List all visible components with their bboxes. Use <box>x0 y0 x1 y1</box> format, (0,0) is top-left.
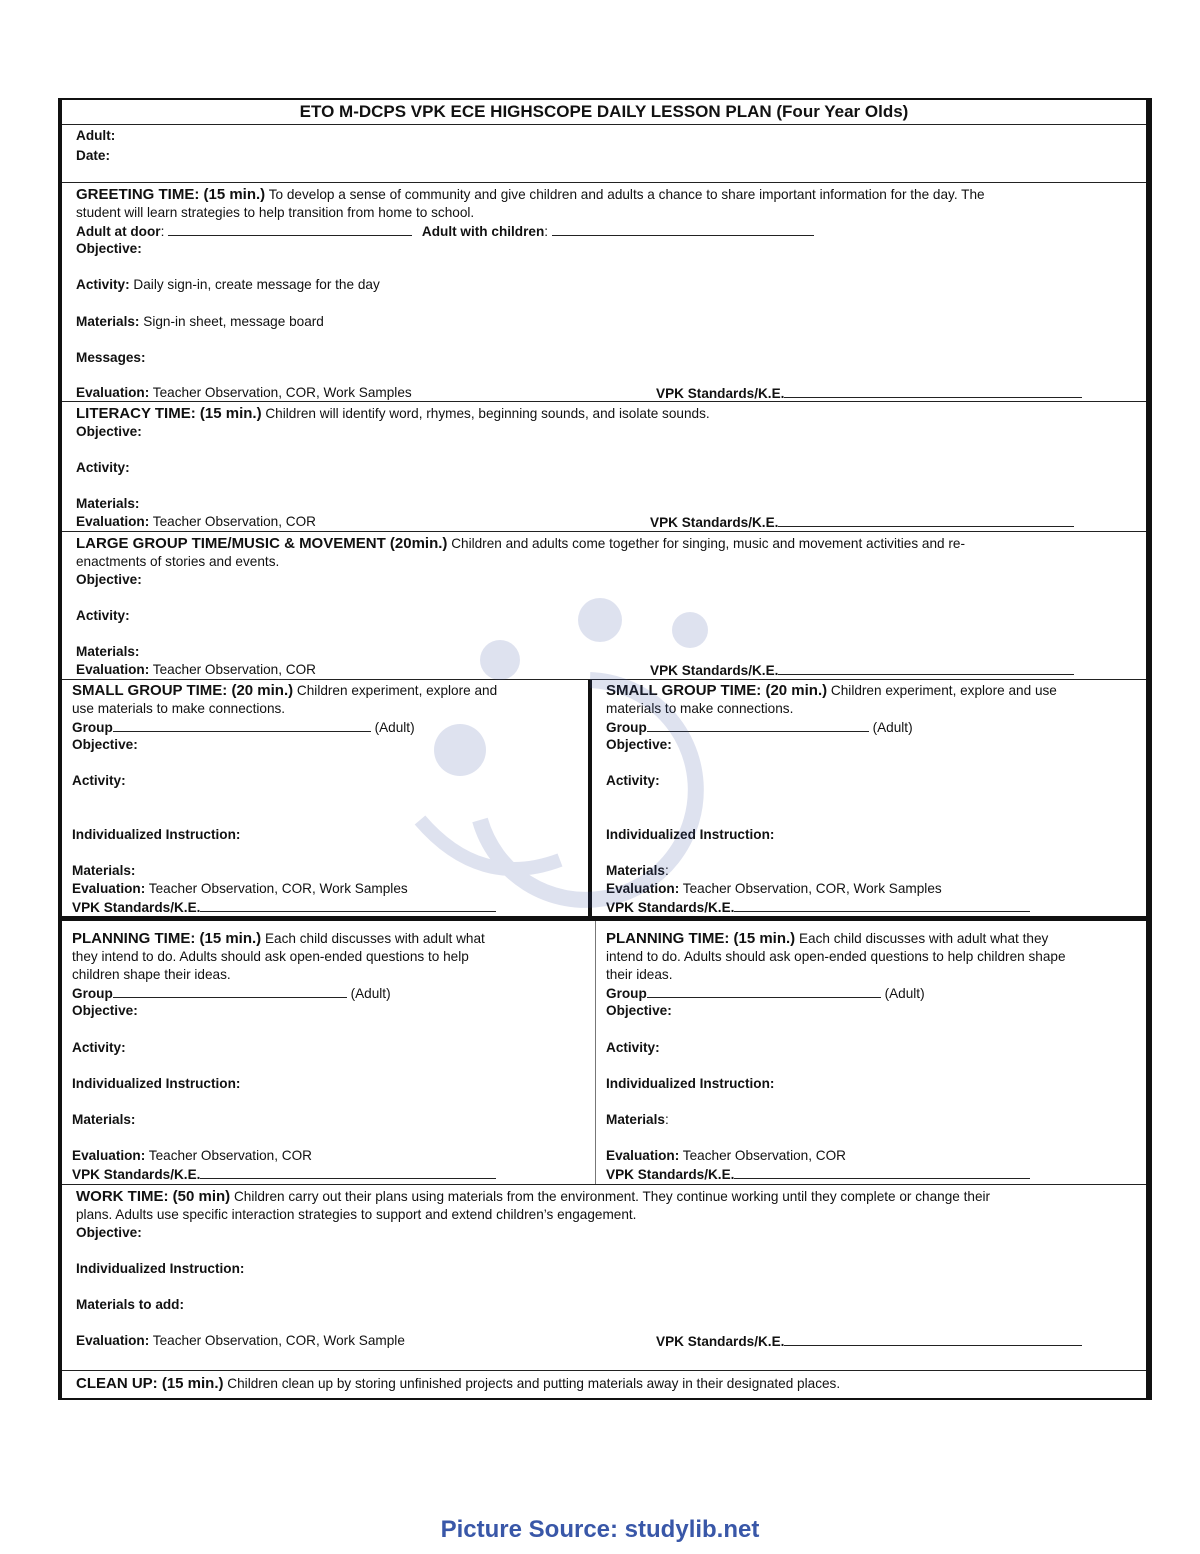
small-group-desc: Children experiment, explore and <box>296 683 498 698</box>
planning-desc: Each child discusses with adult what <box>264 931 485 946</box>
clean-up-section <box>62 1370 1146 1398</box>
work-time-evaluation-label: Evaluation: <box>76 1333 150 1348</box>
literacy-heading: LITERACY TIME: (15 min.) <box>76 405 262 422</box>
literacy-objective: Objective: <box>76 424 142 439</box>
small-group-heading: SMALL GROUP TIME: (20 min.) <box>72 682 294 699</box>
date-label: Date: <box>76 148 110 163</box>
small-group-adult-label-2: (Adult) <box>872 720 913 735</box>
planning-desc-cont-r2: intend to do. Adults should ask open-ended questions to help children shape <box>606 949 1066 964</box>
greeting-messages: Messages: <box>76 350 146 365</box>
work-time-vpk-label: VPK Standards/K.E. <box>656 1334 785 1349</box>
greeting-activity-label: Activity: <box>76 277 130 292</box>
work-time-section <box>62 1184 1146 1370</box>
clean-up-heading: CLEAN UP: (15 min.) <box>76 1375 224 1392</box>
header-section <box>62 125 1146 182</box>
small-group-individualized-2: Individualized Instruction: <box>606 827 775 842</box>
planning-desc-cont-r3: their ideas. <box>606 967 673 982</box>
small-group-activity-2: Activity: <box>606 773 660 788</box>
planning-objective: Objective: <box>72 1003 138 1018</box>
planning-materials-2: Materials <box>606 1112 665 1127</box>
work-time-evaluation-value: Teacher Observation, COR, Work Sample <box>152 1333 405 1348</box>
planning-individualized-2: Individualized Instruction: <box>606 1076 775 1091</box>
small-group-materials: Materials: <box>72 863 136 878</box>
work-time-desc: Children carry out their plans using materials from the environment. They continue working until they complete or change their <box>233 1189 991 1204</box>
greeting-section: GREETING TIME: (15 min.) To develop a sense of community and give children and adults a chance to share important information for the day. The student will learn strategies to help transition from home to school. Adult at door: Adult with children: Objective: Activity: Daily sign-in, create message for the day Materials: Sign-in sheet, message board Messages: Evaluation: Teacher Observation, COR, Work Samples VPK Standards/K.E. <box>62 182 1146 401</box>
planning-heading: PLANNING TIME: (15 min.) <box>72 930 262 947</box>
small-group-vpk-label: VPK Standards/K.E. <box>72 900 201 915</box>
large-group-desc: Children and adults come together for singing, music and movement activities and re- <box>451 536 966 551</box>
literacy-desc: Children will identify word, rhymes, beginning sounds, and isolate sounds. <box>265 406 710 421</box>
planning-activity-2: Activity: <box>606 1040 660 1055</box>
small-group-individualized: Individualized Instruction: <box>72 827 241 842</box>
planning-section <box>62 916 1146 1184</box>
greeting-objective: Objective: <box>76 241 142 256</box>
literacy-vpk-label: VPK Standards/K.E. <box>650 515 779 530</box>
small-group-evaluation-value-2: Teacher Observation, COR, Work Samples <box>682 881 942 896</box>
planning-desc-cont: they intend to do. Adults should ask open-ended questions to help <box>72 949 469 964</box>
large-group-evaluation-label: Evaluation: <box>76 662 150 677</box>
greeting-evaluation-label: Evaluation: <box>76 385 150 400</box>
planning-evaluation-value-2: Teacher Observation, COR <box>682 1148 846 1163</box>
small-group-evaluation-value: Teacher Observation, COR, Work Samples <box>148 881 408 896</box>
greeting-vpk-field[interactable] <box>784 385 1082 398</box>
adult-at-door-label: Adult at door <box>76 224 161 239</box>
planning-evaluation-label: Evaluation: <box>72 1148 146 1163</box>
form-title: ETO M-DCPS VPK ECE HIGHSCOPE DAILY LESSON PLAN (Four Year Olds) <box>62 100 1146 125</box>
large-group-desc-cont: enactments of stories and events. <box>76 554 280 569</box>
planning-activity: Activity: <box>72 1040 126 1055</box>
large-group-vpk-field[interactable] <box>778 662 1074 675</box>
small-group-vpk-field[interactable] <box>200 899 496 912</box>
planning-evaluation-value: Teacher Observation, COR <box>148 1148 312 1163</box>
planning-vpk-label: VPK Standards/K.E. <box>72 1167 201 1182</box>
greeting-evaluation-value: Teacher Observation, COR, Work Samples <box>152 385 412 400</box>
small-group-group-label: Group <box>72 720 113 735</box>
planning-vpk-field-2[interactable] <box>734 1166 1030 1179</box>
adult-label: Adult: <box>76 128 116 143</box>
planning-materials: Materials: <box>72 1112 136 1127</box>
large-group-objective: Objective: <box>76 572 142 587</box>
work-time-individualized: Individualized Instruction: <box>76 1261 245 1276</box>
planning-group-field[interactable] <box>113 985 347 998</box>
small-group-section <box>62 679 1146 916</box>
work-time-heading: WORK TIME: (50 min) <box>76 1188 231 1205</box>
small-group-objective: Objective: <box>72 737 138 752</box>
planning-right <box>596 921 1146 1184</box>
small-group-activity: Activity: <box>72 773 126 788</box>
adult-with-children-label: Adult with children <box>421 224 545 239</box>
planning-group-field-2[interactable] <box>647 985 881 998</box>
literacy-materials: Materials: <box>76 496 140 511</box>
adult-with-children-field[interactable] <box>552 223 814 236</box>
planning-desc-cont-2: children shape their ideas. <box>72 967 231 982</box>
large-group-evaluation-value: Teacher Observation, COR <box>152 662 316 677</box>
small-group-group-label-2: Group <box>606 720 647 735</box>
small-group-objective-2: Objective: <box>606 737 672 752</box>
small-group-desc-cont: use materials to make connections. <box>72 701 286 716</box>
large-group-section <box>62 531 1146 679</box>
small-group-left <box>62 680 592 916</box>
greeting-desc-cont: student will learn strategies to help transition from home to school. <box>76 205 475 220</box>
literacy-evaluation-value: Teacher Observation, COR <box>152 514 316 529</box>
small-group-desc-cont-2: materials to make connections. <box>606 701 794 716</box>
small-group-vpk-field-2[interactable] <box>734 899 1030 912</box>
greeting-heading: GREETING TIME: (15 min.) <box>76 186 266 203</box>
literacy-activity: Activity: <box>76 460 130 475</box>
planning-left <box>62 921 596 1184</box>
small-group-evaluation-label: Evaluation: <box>72 881 146 896</box>
planning-vpk-field[interactable] <box>200 1166 496 1179</box>
small-group-group-field-2[interactable] <box>647 719 869 732</box>
small-group-right <box>596 680 1146 916</box>
greeting-materials-value: Sign-in sheet, message board <box>143 314 324 329</box>
planning-group-label-2: Group <box>606 986 647 1001</box>
picture-source-caption: Picture Source: studylib.net <box>440 1516 760 1543</box>
planning-adult-label: (Adult) <box>350 986 391 1001</box>
planning-desc-2: Each child discusses with adult what they <box>798 931 1049 946</box>
planning-heading-2: PLANNING TIME: (15 min.) <box>606 930 796 947</box>
literacy-section <box>62 401 1146 531</box>
clean-up-desc: Children clean up by storing unfinished projects and putting materials away in their designated places. <box>227 1376 841 1391</box>
greeting-desc: To develop a sense of community and give children and adults a chance to share important information for the day. The <box>268 187 985 202</box>
small-group-group-field[interactable] <box>113 719 371 732</box>
lesson-plan-form <box>58 98 1152 1400</box>
planning-evaluation-label-2: Evaluation: <box>606 1148 680 1163</box>
planning-vpk-label-2: VPK Standards/K.E. <box>606 1167 735 1182</box>
greeting-materials-label: Materials: <box>76 314 140 329</box>
adult-at-door-field[interactable] <box>168 223 412 236</box>
small-group-adult-label: (Adult) <box>374 720 415 735</box>
small-group-desc-2: Children experiment, explore and use <box>830 683 1057 698</box>
literacy-vpk-field[interactable] <box>778 514 1074 527</box>
large-group-materials: Materials: <box>76 644 140 659</box>
literacy-evaluation-label: Evaluation: <box>76 514 150 529</box>
greeting-vpk-label: VPK Standards/K.E. <box>656 386 785 401</box>
planning-group-label: Group <box>72 986 113 1001</box>
small-group-evaluation-label-2: Evaluation: <box>606 881 680 896</box>
work-time-desc-cont: plans. Adults use specific interaction strategies to support and extend children’s engagement. <box>76 1207 637 1222</box>
small-group-materials-2: Materials <box>606 863 665 878</box>
small-group-heading-2: SMALL GROUP TIME: (20 min.) <box>606 682 828 699</box>
greeting-activity-value: Daily sign-in, create message for the day <box>133 277 380 292</box>
small-group-vpk-label-2: VPK Standards/K.E. <box>606 900 735 915</box>
planning-individualized: Individualized Instruction: <box>72 1076 241 1091</box>
work-time-materials-to-add: Materials to add: <box>76 1297 185 1312</box>
large-group-heading: LARGE GROUP TIME/MUSIC & MOVEMENT (20min.) <box>76 535 448 552</box>
work-time-vpk-field[interactable] <box>784 1333 1082 1346</box>
planning-materials-colon-2: : <box>664 1112 669 1127</box>
small-group-materials-colon-2: : <box>664 863 669 878</box>
large-group-vpk-label: VPK Standards/K.E. <box>650 663 779 678</box>
work-time-objective: Objective: <box>76 1225 142 1240</box>
planning-objective-2: Objective: <box>606 1003 672 1018</box>
planning-adult-label-2: (Adult) <box>884 986 925 1001</box>
large-group-activity: Activity: <box>76 608 130 623</box>
